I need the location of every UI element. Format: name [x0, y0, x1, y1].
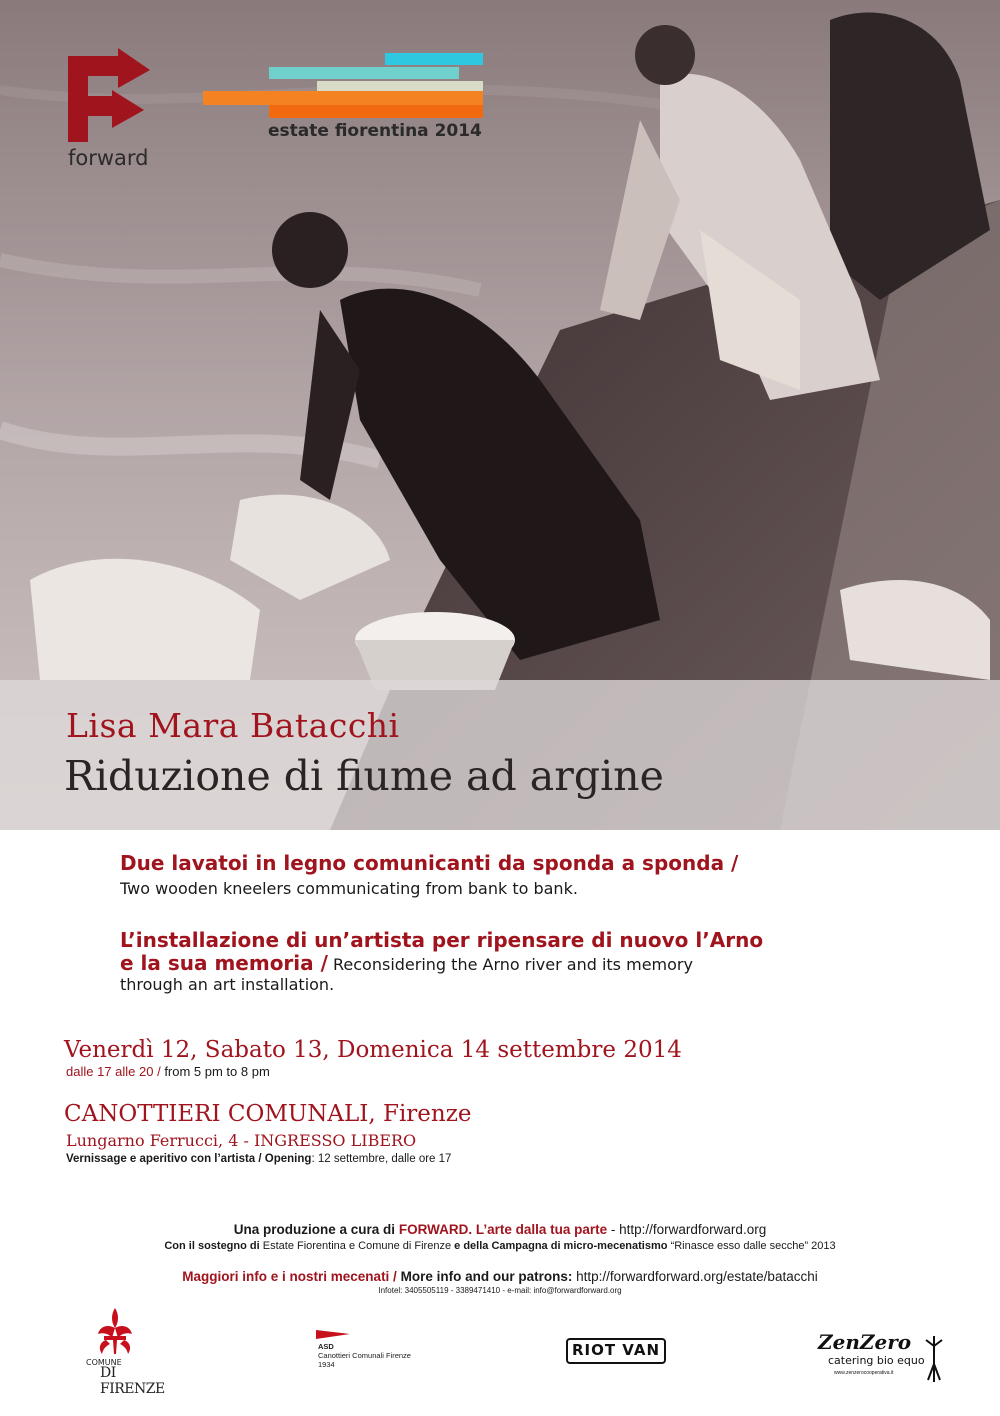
logo-bar-orange-dark	[269, 105, 483, 118]
support-c: e della Campagna di micro-mecenatismo	[454, 1240, 668, 1252]
canottieri-line1: ASD	[318, 1342, 334, 1351]
support-b: Estate Fiorentina e Comune di Firenze	[262, 1240, 452, 1252]
logo-bar-cyan	[385, 53, 483, 65]
description-en-2b: through an art installation.	[120, 975, 335, 994]
riot-van-logo	[566, 1338, 668, 1366]
support-a: Con il sostegno di	[164, 1240, 260, 1252]
description-it-1: Due lavatoi in legno comunicanti da sponda a sponda /	[120, 851, 739, 875]
opening-it: Vernissage e aperitivo con l’artista /	[66, 1153, 262, 1165]
contacts: Infotel: 3405505119 - 3389471410 - e-mail: info@forwardforward.org	[378, 1286, 622, 1295]
prod-c: - http://forwardforward.org	[610, 1222, 767, 1237]
description-it-2a: L’installazione di un’artista per ripensare di nuovo l’Arno	[120, 928, 764, 952]
zenzero-name: ZenZero	[818, 1330, 912, 1354]
logo-bar-orange	[203, 91, 483, 105]
estate-fiorentina-logo	[203, 53, 483, 123]
prod-b: FORWARD. L’arte dalla tua parte	[398, 1222, 608, 1237]
more-link[interactable]: http://forwardforward.org/estate/batacchi	[576, 1269, 818, 1284]
production-credit	[0, 1222, 1000, 1237]
zenzero-url: www.zenzerocooperativa.it	[834, 1370, 894, 1376]
ginger-root-icon	[922, 1334, 946, 1384]
address: Lungarno Ferrucci, 4 - INGRESSO LIBERO	[66, 1131, 417, 1150]
more-b: More info and our patrons:	[400, 1269, 573, 1284]
support-credit	[0, 1240, 1000, 1252]
canottieri-logo	[316, 1330, 436, 1378]
venue: CANOTTIERI COMUNALI, Firenze	[64, 1101, 472, 1127]
hours-en: from 5 pm to 8 pm	[164, 1064, 270, 1079]
description-it-2b: e la sua memoria /	[120, 951, 328, 975]
festival-label: estate fiorentina 2014	[268, 121, 482, 141]
riot-van-text: RIOT VAN	[571, 1341, 661, 1359]
zenzero-logo	[814, 1330, 944, 1390]
comune-firenze-logo	[86, 1306, 165, 1397]
more-info	[0, 1269, 1000, 1284]
canottieri-line3: 1934	[318, 1360, 335, 1369]
hours-it: dalle 17 alle 20 /	[66, 1064, 161, 1079]
firenze-line1: COMUNE	[86, 1358, 122, 1367]
canottieri-line2: Canottieri Comunali Firenze	[318, 1351, 411, 1360]
artist-name: Lisa Mara Batacchi	[66, 706, 400, 745]
logo-bar-pale	[317, 81, 483, 91]
opening-en: Opening	[264, 1153, 312, 1165]
more-a: Maggiori info e i nostri mecenati /	[182, 1269, 397, 1284]
event-dates: Venerdì 12, Sabato 13, Domenica 14 settembre 2014	[64, 1037, 682, 1063]
prod-a: Una produzione a cura di	[233, 1222, 396, 1237]
pennant-flag-icon	[316, 1330, 350, 1340]
description-line-2	[120, 951, 693, 975]
description-en-1: Two wooden kneelers communicating from bank to bank.	[120, 879, 578, 898]
logo-bar-teal	[269, 67, 459, 79]
zenzero-tag: catering bio equo	[828, 1354, 925, 1367]
firenze-line2: DI FIRENZE	[100, 1365, 165, 1397]
work-title: Riduzione di fiume ad argine	[64, 752, 664, 800]
opening-info	[66, 1153, 451, 1165]
support-d: “Rinasce esso dalle secche” 2013	[670, 1240, 836, 1252]
florence-lily-icon	[94, 1306, 136, 1358]
description-en-2a: Reconsidering the Arno river and its memory	[333, 955, 693, 974]
forward-wordmark: forward	[68, 146, 149, 170]
opening-detail: : 12 settembre, dalle ore 17	[311, 1153, 452, 1165]
event-hours	[66, 1064, 270, 1079]
